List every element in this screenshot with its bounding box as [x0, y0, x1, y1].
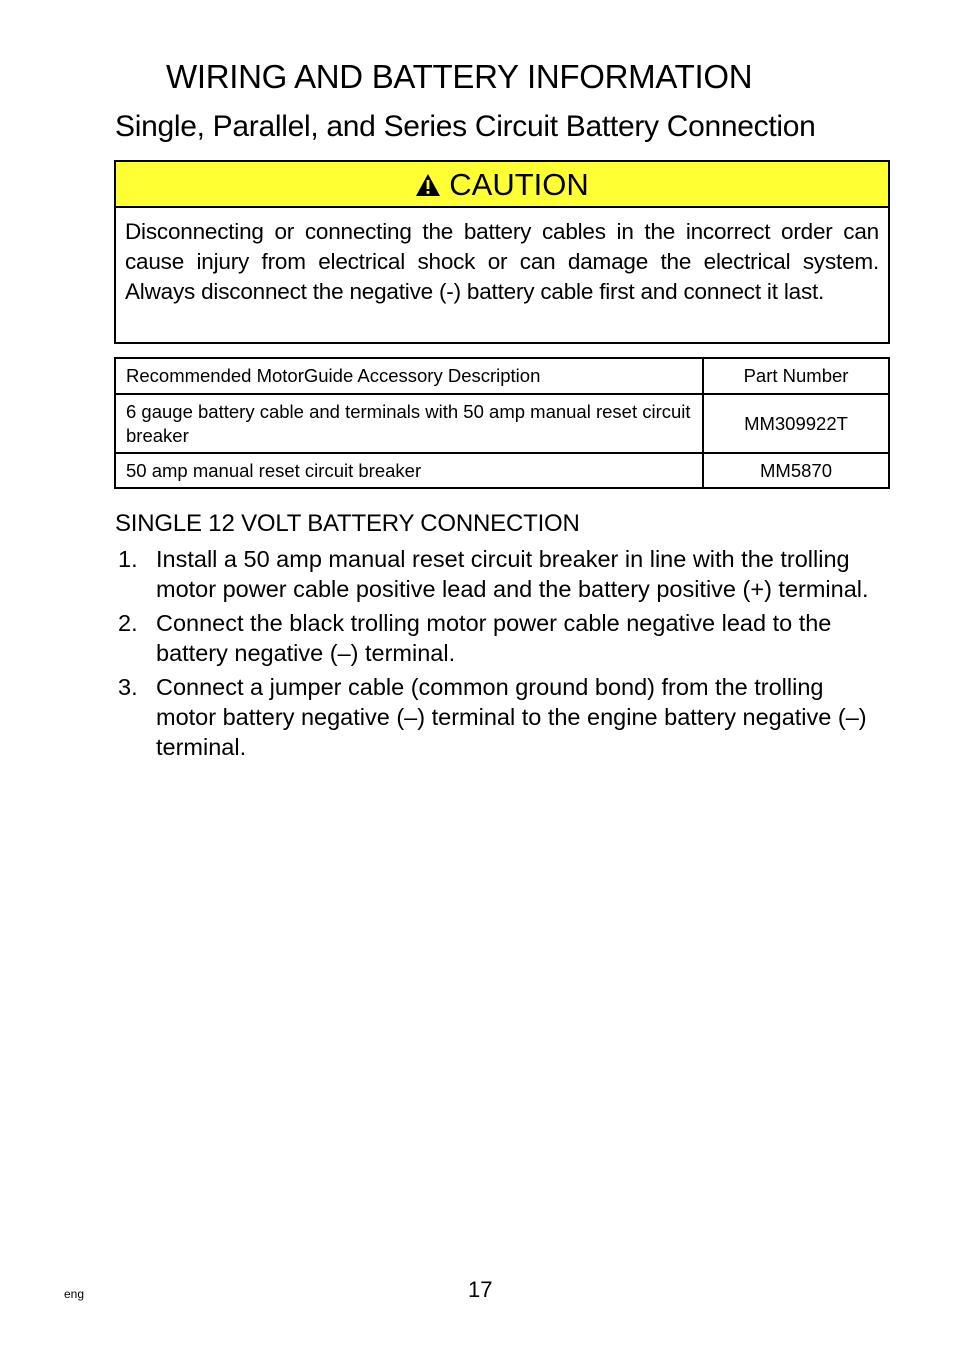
footer-language: eng: [64, 1287, 85, 1301]
column-header-description: Recommended MotorGuide Accessory Description: [115, 358, 703, 394]
step-number: 2.: [118, 610, 138, 636]
step-text: Install a 50 amp manual reset circuit breaker in line with the trolling motor power cable positive lead and the battery positive (+) terminal.: [156, 546, 869, 602]
table-row: [115, 453, 889, 488]
accessory-description: 50 amp manual reset circuit breaker: [115, 453, 703, 488]
step-text: Connect a jumper cable (common ground bond) from the trolling motor battery negative (–) terminal to the engine battery negative (–) terminal.: [156, 674, 867, 760]
warning-triangle-icon: [415, 173, 441, 197]
caution-box: [114, 160, 890, 344]
list-item: [115, 608, 890, 668]
table-header-row: [115, 358, 889, 394]
accessory-description: 6 gauge battery cable and terminals with 50 amp manual reset circuit breaker: [115, 394, 703, 453]
instruction-steps: [115, 544, 890, 766]
accessory-part-number: MM5870: [703, 453, 889, 488]
caution-text: Disconnecting or connecting the battery cables in the incorrect order can cause injury from electrical shock or can damage the electrical system. Always disconnect the negative (-) battery cable first and connect it last.: [125, 219, 879, 304]
accessory-table: [114, 357, 890, 489]
step-number: 3.: [118, 674, 138, 700]
caution-header: [116, 162, 888, 208]
caution-label: CAUTION: [449, 166, 589, 202]
page-subtitle: Single, Parallel, and Series Circuit Battery Connection: [115, 110, 816, 143]
accessory-part-number: MM309922T: [703, 394, 889, 453]
step-number: 1.: [118, 546, 138, 572]
column-header-part-number: Part Number: [703, 358, 889, 394]
page-title: WIRING AND BATTERY INFORMATION: [166, 58, 753, 95]
section-heading: SINGLE 12 VOLT BATTERY CONNECTION: [115, 510, 580, 537]
list-item: [115, 672, 890, 762]
step-text: Connect the black trolling motor power cable negative lead to the battery negative (–) terminal.: [156, 610, 832, 666]
table-row: [115, 394, 889, 453]
list-item: [115, 544, 890, 604]
page-number: 17: [468, 1277, 493, 1302]
